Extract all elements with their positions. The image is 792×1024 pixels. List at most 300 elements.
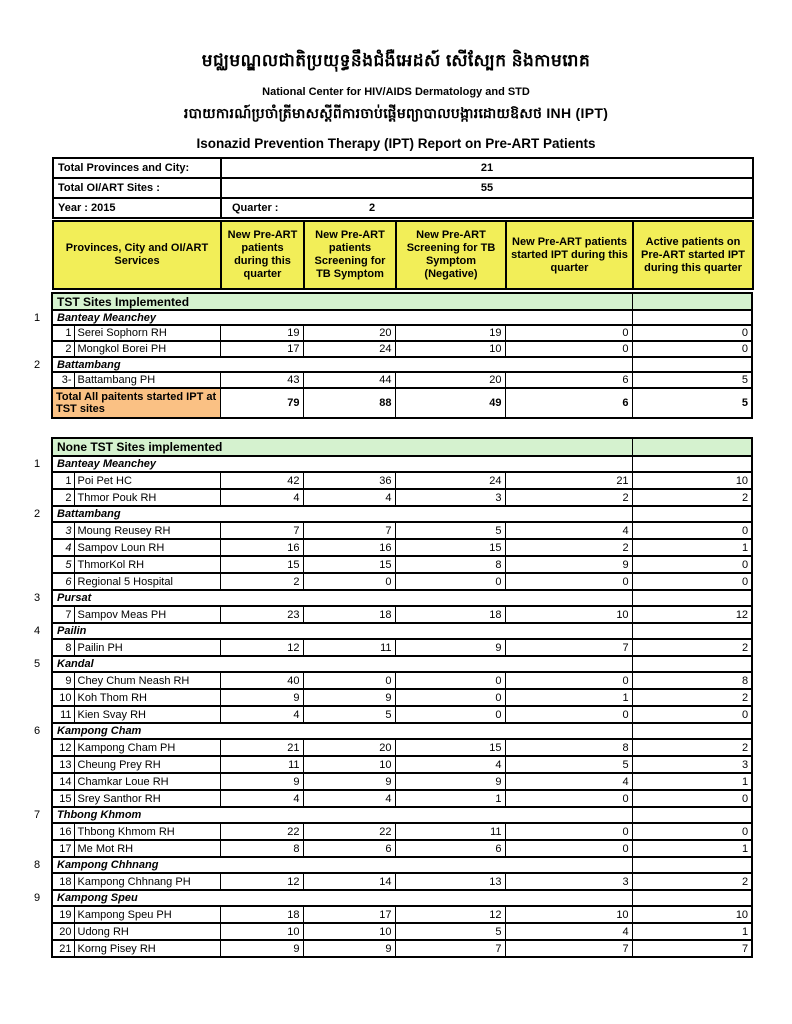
metric-value: 7 — [505, 940, 632, 957]
metric-value: 10 — [303, 923, 395, 940]
gutter-cell — [30, 773, 52, 790]
gutter-cell — [30, 689, 52, 706]
gutter-cell — [30, 756, 52, 773]
site-row — [30, 606, 752, 623]
gutter-cell — [30, 293, 52, 310]
site-row — [30, 539, 752, 556]
site-name: Kampong Speu PH — [74, 906, 220, 923]
site-number: 9 — [52, 672, 74, 689]
metric-value: 18 — [395, 606, 505, 623]
metric-value: 4 — [505, 522, 632, 539]
metric-value: 2 — [632, 739, 752, 756]
metric-value: 0 — [395, 672, 505, 689]
gutter-cell — [30, 873, 52, 890]
metric-value: 24 — [395, 472, 505, 489]
metric-value: 19 — [220, 325, 303, 341]
site-name: Korng Pisey RH — [74, 940, 220, 957]
site-number: 2 — [52, 489, 74, 506]
site-name: Sampov Loun RH — [74, 539, 220, 556]
table-row — [53, 221, 753, 289]
gutter-cell — [30, 923, 52, 940]
province-spacer — [632, 656, 752, 672]
province-name: Banteay Meanchey — [52, 456, 632, 472]
metric-value: 0 — [505, 573, 632, 590]
col-header-metric: Active patients on Pre-ART started IPT during this quarter — [633, 221, 753, 289]
metric-value: 15 — [395, 539, 505, 556]
site-name: Chamkar Loue RH — [74, 773, 220, 790]
site-number: 20 — [52, 923, 74, 940]
metric-value: 23 — [220, 606, 303, 623]
gutter-cell — [30, 341, 52, 357]
site-name: Srey Santhor RH — [74, 790, 220, 807]
metric-value: 22 — [303, 823, 395, 840]
metric-value: 9 — [395, 773, 505, 790]
province-row — [30, 456, 752, 472]
total-value: 49 — [395, 388, 505, 418]
metric-value: 2 — [505, 539, 632, 556]
metric-value: 7 — [220, 522, 303, 539]
province-spacer — [632, 807, 752, 823]
col-header-metric: New Pre-ART patients started IPT during this quarter — [506, 221, 633, 289]
metric-value: 10 — [220, 923, 303, 940]
metric-value: 20 — [303, 739, 395, 756]
metric-value: 9 — [220, 940, 303, 957]
info-value: 21 — [221, 158, 753, 178]
site-number: 2 — [52, 341, 74, 357]
metric-value: 16 — [303, 539, 395, 556]
metric-value: 12 — [632, 606, 752, 623]
metric-value: 8 — [505, 739, 632, 756]
metric-value: 9 — [303, 940, 395, 957]
gutter-cell — [30, 739, 52, 756]
site-name: Udong RH — [74, 923, 220, 940]
site-name: Pailin PH — [74, 639, 220, 656]
province-spacer — [632, 890, 752, 906]
site-name: Chey Chum Neash RH — [74, 672, 220, 689]
metric-value: 4 — [505, 923, 632, 940]
gutter-number: 1 — [30, 310, 52, 325]
metric-value: 4 — [220, 790, 303, 807]
gutter-cell — [30, 823, 52, 840]
table-row — [53, 178, 753, 198]
info-value: 55 — [221, 178, 753, 198]
site-row — [30, 472, 752, 489]
gutter-cell — [30, 840, 52, 857]
site-row — [30, 689, 752, 706]
metric-value: 5 — [395, 522, 505, 539]
province-name: Pailin — [52, 623, 632, 639]
metric-value: 0 — [632, 706, 752, 723]
site-row — [30, 672, 752, 689]
metric-value: 7 — [505, 639, 632, 656]
metric-value: 17 — [220, 341, 303, 357]
metric-value: 20 — [303, 325, 395, 341]
site-row — [30, 940, 752, 957]
metric-value: 1 — [505, 689, 632, 706]
site-row — [30, 823, 752, 840]
gutter-number: 1 — [30, 456, 52, 472]
metric-value: 6 — [395, 840, 505, 857]
metric-value: 7 — [303, 522, 395, 539]
site-name: Sampov Meas PH — [74, 606, 220, 623]
column-header-table — [52, 220, 754, 290]
metric-value: 20 — [395, 372, 505, 388]
info-label: Total OI/ART Sites : — [53, 178, 221, 198]
site-number: 4 — [52, 539, 74, 556]
metric-value: 44 — [303, 372, 395, 388]
summary-info-table — [52, 157, 754, 219]
site-row — [30, 873, 752, 890]
metric-value: 0 — [632, 790, 752, 807]
metric-value: 1 — [395, 790, 505, 807]
site-number: 11 — [52, 706, 74, 723]
site-number: 1 — [52, 472, 74, 489]
metric-value: 24 — [303, 341, 395, 357]
metric-value: 0 — [505, 706, 632, 723]
metric-value: 9 — [303, 773, 395, 790]
site-row — [30, 840, 752, 857]
metric-value: 9 — [303, 689, 395, 706]
metric-value: 4 — [303, 489, 395, 506]
table-row — [53, 198, 753, 218]
gutter-cell — [30, 573, 52, 590]
site-number: 10 — [52, 689, 74, 706]
gutter-number: 2 — [30, 506, 52, 522]
site-number: 5 — [52, 556, 74, 573]
site-row — [30, 790, 752, 807]
province-name: Kampong Cham — [52, 723, 632, 739]
site-row — [30, 372, 752, 388]
site-number: 8 — [52, 639, 74, 656]
gutter-number: 4 — [30, 623, 52, 639]
site-number: 18 — [52, 873, 74, 890]
metric-value: 10 — [303, 756, 395, 773]
metric-value: 2 — [632, 689, 752, 706]
metric-value: 14 — [303, 873, 395, 890]
metric-value: 4 — [395, 756, 505, 773]
gutter-cell — [30, 706, 52, 723]
col-header-metric: New Pre-ART patients Screening for TB Symptom — [304, 221, 396, 289]
metric-value: 2 — [632, 639, 752, 656]
metric-value: 18 — [303, 606, 395, 623]
total-value: 88 — [303, 388, 395, 418]
site-row — [30, 489, 752, 506]
site-row — [30, 556, 752, 573]
province-spacer — [632, 456, 752, 472]
total-value: 6 — [505, 388, 632, 418]
metric-value: 0 — [505, 823, 632, 840]
metric-value: 0 — [395, 689, 505, 706]
section-title: TST Sites Implemented — [52, 293, 632, 310]
metric-value: 5 — [303, 706, 395, 723]
metric-value: 0 — [505, 325, 632, 341]
metric-value: 19 — [395, 325, 505, 341]
metric-value: 15 — [303, 556, 395, 573]
site-number: 16 — [52, 823, 74, 840]
metric-value: 10 — [632, 906, 752, 923]
metric-value: 1 — [632, 923, 752, 940]
total-value: 5 — [632, 388, 752, 418]
province-row — [30, 506, 752, 522]
gutter-cell — [30, 556, 52, 573]
metric-value: 1 — [632, 539, 752, 556]
site-number: 21 — [52, 940, 74, 957]
metric-value: 8 — [632, 672, 752, 689]
metric-value: 0 — [632, 341, 752, 357]
metric-value: 10 — [505, 606, 632, 623]
site-name: Kampong Chhnang PH — [74, 873, 220, 890]
site-row — [30, 706, 752, 723]
metric-value: 9 — [395, 639, 505, 656]
gutter-cell — [30, 606, 52, 623]
metric-value: 0 — [505, 672, 632, 689]
site-row — [30, 906, 752, 923]
gutter-number: 3 — [30, 590, 52, 606]
metric-value: 43 — [220, 372, 303, 388]
metric-value: 3 — [395, 489, 505, 506]
metric-value: 0 — [632, 823, 752, 840]
gutter-cell — [30, 906, 52, 923]
site-name: Battambang PH — [74, 372, 220, 388]
section-title: None TST Sites implemented — [52, 438, 632, 456]
site-number: 1 — [52, 325, 74, 341]
metric-value: 2 — [505, 489, 632, 506]
section-header-row — [30, 293, 752, 310]
total-label: Total All paitents started IPT at TST sites — [52, 388, 220, 418]
site-row — [30, 341, 752, 357]
gutter-number: 8 — [30, 857, 52, 873]
col-header-site: Provinces, City and OI/ART Services — [53, 221, 221, 289]
gutter-number: 7 — [30, 807, 52, 823]
metric-value: 3 — [632, 756, 752, 773]
quarter-value: 2 — [368, 202, 376, 214]
province-row — [30, 857, 752, 873]
province-spacer — [632, 506, 752, 522]
province-row — [30, 310, 752, 325]
gutter-cell — [30, 672, 52, 689]
col-header-metric: New Pre-ART patients during this quarter — [221, 221, 304, 289]
province-row — [30, 656, 752, 672]
province-row — [30, 357, 752, 372]
gutter-cell — [30, 522, 52, 539]
site-row — [30, 739, 752, 756]
metric-value: 5 — [395, 923, 505, 940]
site-row — [30, 573, 752, 590]
site-number: 17 — [52, 840, 74, 857]
metric-value: 2 — [632, 489, 752, 506]
metric-value: 5 — [632, 372, 752, 388]
site-number: 7 — [52, 606, 74, 623]
metric-value: 4 — [220, 489, 303, 506]
col-header-metric: New Pre-ART Screening for TB Symptom (Negative) — [396, 221, 506, 289]
metric-value: 11 — [220, 756, 303, 773]
metric-value: 7 — [395, 940, 505, 957]
site-number: 6 — [52, 573, 74, 590]
province-spacer — [632, 590, 752, 606]
metric-value: 15 — [220, 556, 303, 573]
metric-value: 15 — [395, 739, 505, 756]
gutter-cell — [30, 388, 52, 418]
site-row — [30, 923, 752, 940]
gutter-cell — [30, 539, 52, 556]
site-row — [30, 325, 752, 341]
province-name: Kampong Speu — [52, 890, 632, 906]
site-name: Mongkol Borei PH — [74, 341, 220, 357]
site-name: Serei Sophorn RH — [74, 325, 220, 341]
total-row — [30, 388, 752, 418]
gutter-cell — [30, 639, 52, 656]
metric-value: 12 — [395, 906, 505, 923]
metric-value: 0 — [395, 706, 505, 723]
metric-value: 40 — [220, 672, 303, 689]
metric-value: 10 — [505, 906, 632, 923]
metric-value: 9 — [220, 773, 303, 790]
site-name: ThmorKol RH — [74, 556, 220, 573]
metric-value: 21 — [220, 739, 303, 756]
gutter-cell — [30, 472, 52, 489]
gutter-number: 5 — [30, 656, 52, 672]
metric-value: 17 — [303, 906, 395, 923]
site-number: 12 — [52, 739, 74, 756]
metric-value: 12 — [220, 873, 303, 890]
none-tst-sites-table — [30, 437, 753, 958]
metric-value: 0 — [505, 790, 632, 807]
metric-value: 6 — [505, 372, 632, 388]
metric-value: 4 — [505, 773, 632, 790]
metric-value: 2 — [220, 573, 303, 590]
site-row — [30, 522, 752, 539]
site-name: Cheung Prey RH — [74, 756, 220, 773]
site-name: Poi Pet HC — [74, 472, 220, 489]
gutter-cell — [30, 372, 52, 388]
site-name: Regional 5 Hospital — [74, 573, 220, 590]
metric-value: 0 — [505, 840, 632, 857]
site-name: Kampong Cham PH — [74, 739, 220, 756]
metric-value: 0 — [632, 573, 752, 590]
section-title-spacer — [632, 293, 752, 310]
province-name: Kampong Chhnang — [52, 857, 632, 873]
province-spacer — [632, 723, 752, 739]
metric-value: 10 — [632, 472, 752, 489]
gutter-number: 6 — [30, 723, 52, 739]
province-row — [30, 807, 752, 823]
tst-sites-table — [30, 292, 753, 419]
metric-value: 4 — [303, 790, 395, 807]
metric-value: 11 — [303, 639, 395, 656]
site-name: Moung Reusey RH — [74, 522, 220, 539]
metric-value: 0 — [395, 573, 505, 590]
center-name: National Center for HIV/AIDS Dermatology and STD — [262, 86, 530, 98]
metric-value: 12 — [220, 639, 303, 656]
metric-value: 4 — [220, 706, 303, 723]
quarter-label: Quarter : — [232, 202, 279, 214]
site-number: 13 — [52, 756, 74, 773]
gutter-cell — [30, 325, 52, 341]
province-name: Kandal — [52, 656, 632, 672]
metric-value: 18 — [220, 906, 303, 923]
province-spacer — [632, 623, 752, 639]
site-name: Koh Thom RH — [74, 689, 220, 706]
site-name: Kien Svay RH — [74, 706, 220, 723]
gutter-cell — [30, 489, 52, 506]
metric-value: 0 — [632, 556, 752, 573]
metric-value: 5 — [505, 756, 632, 773]
province-name: Pursat — [52, 590, 632, 606]
metric-value: 3 — [505, 873, 632, 890]
metric-value: 0 — [632, 325, 752, 341]
province-row — [30, 723, 752, 739]
khmer-title: មជ្ឈមណ្ឌលជាតិប្រយុទ្ធនឹងជំងឺអេដស៍ សើស្បែក និងកាមរោគ — [201, 51, 591, 70]
metric-value: 42 — [220, 472, 303, 489]
province-name: Thbong Khmom — [52, 807, 632, 823]
metric-value: 1 — [632, 773, 752, 790]
table-row — [53, 158, 753, 178]
province-name: Banteay Meanchey — [52, 310, 632, 325]
section-header-row — [30, 438, 752, 456]
metric-value: 8 — [220, 840, 303, 857]
site-number: 15 — [52, 790, 74, 807]
metric-value: 21 — [505, 472, 632, 489]
metric-value: 22 — [220, 823, 303, 840]
site-number: 14 — [52, 773, 74, 790]
province-spacer — [632, 857, 752, 873]
province-row — [30, 590, 752, 606]
metric-value: 13 — [395, 873, 505, 890]
metric-value: 11 — [395, 823, 505, 840]
info-label: Total Provinces and City: — [53, 158, 221, 178]
site-number: 3 — [52, 522, 74, 539]
metric-value: 16 — [220, 539, 303, 556]
province-name: Battambang — [52, 357, 632, 372]
site-row — [30, 756, 752, 773]
gutter-cell — [30, 438, 52, 456]
metric-value: 0 — [303, 573, 395, 590]
metric-value: 9 — [220, 689, 303, 706]
province-spacer — [632, 310, 752, 325]
gutter-number: 9 — [30, 890, 52, 906]
total-value: 79 — [220, 388, 303, 418]
site-row — [30, 773, 752, 790]
metric-value: 0 — [505, 341, 632, 357]
gutter-cell — [30, 940, 52, 957]
metric-value: 2 — [632, 873, 752, 890]
gutter-cell — [30, 790, 52, 807]
khmer-subtitle: របាយការណ៍ប្រចាំត្រីមាសស្តីពីការចាប់ផ្តើមព្យាបាលបង្ការដោយឱសថ INH (IPT) — [183, 105, 609, 121]
province-name: Battambang — [52, 506, 632, 522]
site-name: Thmor Pouk RH — [74, 489, 220, 506]
gutter-number: 2 — [30, 357, 52, 372]
site-row — [30, 639, 752, 656]
metric-value: 1 — [632, 840, 752, 857]
year-label: Year : 2015 — [53, 198, 221, 218]
province-spacer — [632, 357, 752, 372]
metric-value: 6 — [303, 840, 395, 857]
metric-value: 10 — [395, 341, 505, 357]
report-title: Isonazid Prevention Therapy (IPT) Report on Pre-ART Patients — [196, 136, 596, 151]
site-name: Thbong Khmom RH — [74, 823, 220, 840]
province-row — [30, 623, 752, 639]
metric-value: 8 — [395, 556, 505, 573]
metric-value: 7 — [632, 940, 752, 957]
metric-value: 36 — [303, 472, 395, 489]
site-number: 3- — [52, 372, 74, 388]
metric-value: 9 — [505, 556, 632, 573]
metric-value: 0 — [632, 522, 752, 539]
site-name: Me Mot RH — [74, 840, 220, 857]
section-title-spacer — [632, 438, 752, 456]
site-number: 19 — [52, 906, 74, 923]
metric-value: 0 — [303, 672, 395, 689]
